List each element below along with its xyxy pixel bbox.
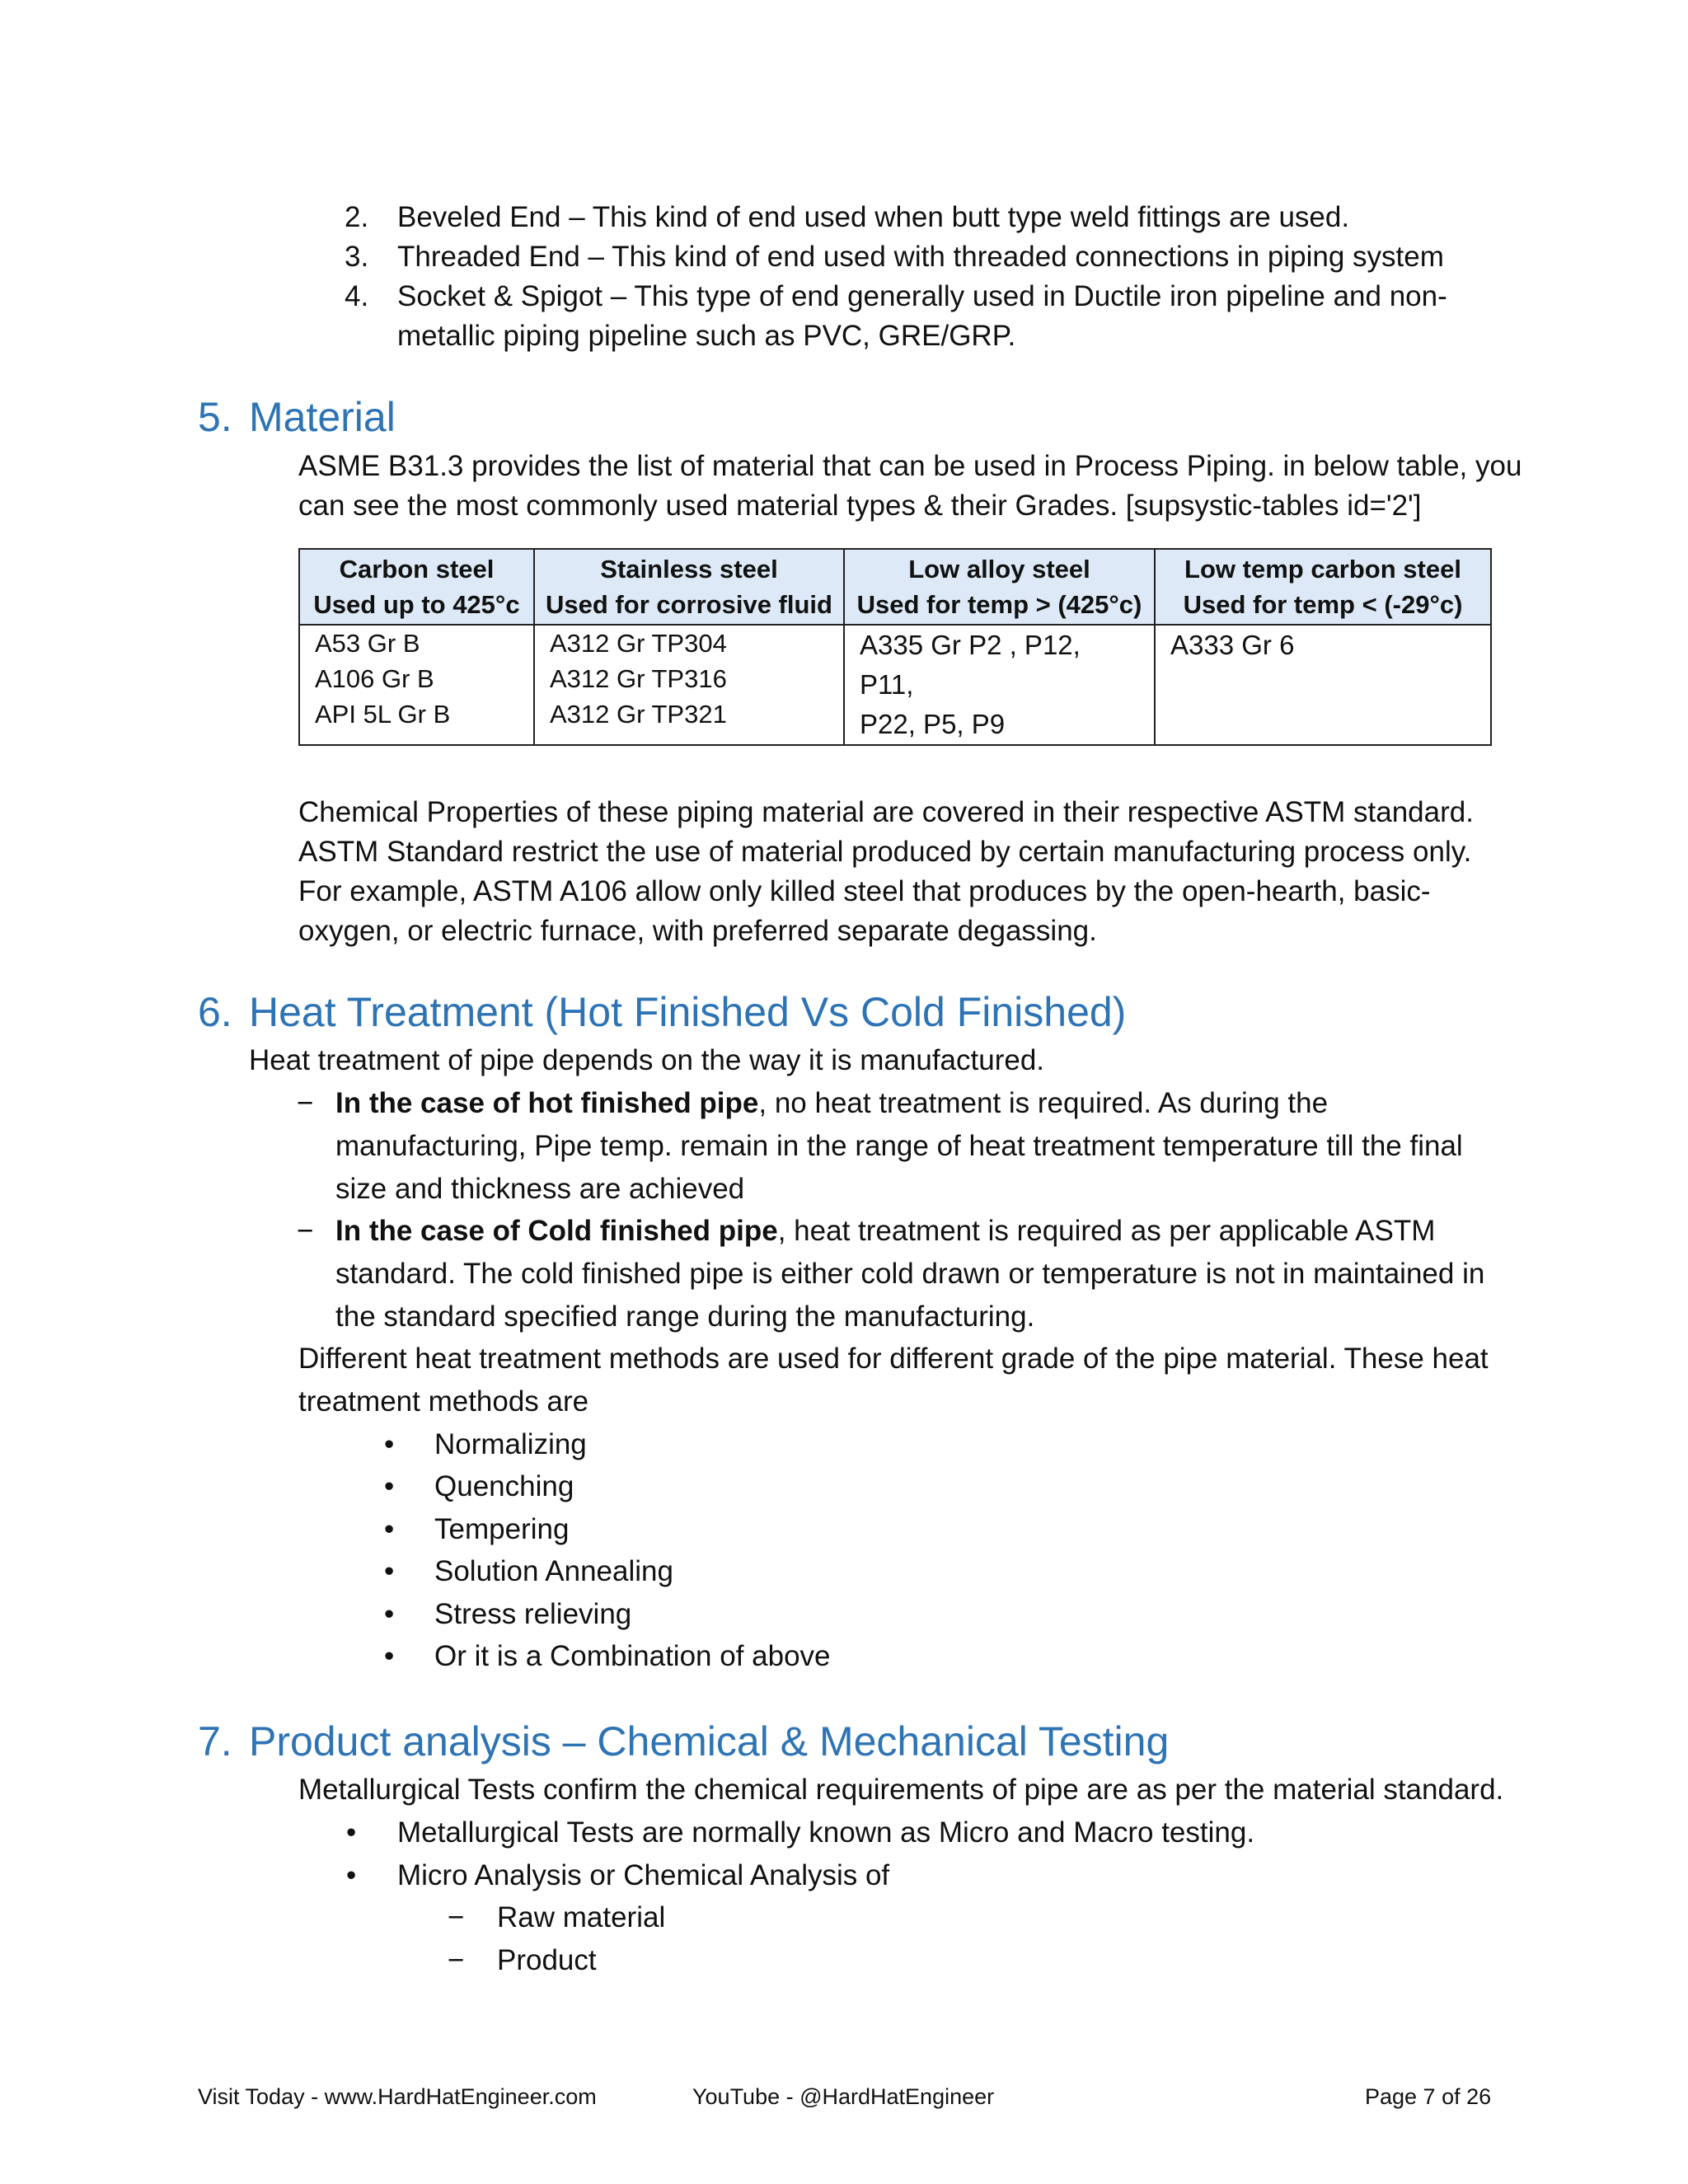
header-title: Stainless steel: [600, 555, 778, 583]
header-title: Low alloy steel: [908, 555, 1090, 583]
section-title: Heat Treatment (Hot Finished Vs Cold Finished): [249, 989, 1127, 1035]
header-subtitle: Used up to 425°c: [313, 590, 520, 619]
section-title: Product analysis – Chemical & Mechanical Testing: [249, 1718, 1170, 1765]
bold-term: In the case of Cold finished pipe: [335, 1215, 778, 1247]
section-number: 6.: [198, 989, 232, 1035]
item-text: , no heat treatment is required. As during the: [758, 1087, 1329, 1119]
grade-entry: P22, P5, P9: [860, 709, 1006, 739]
grade-entry: A106 Gr B: [315, 664, 434, 693]
item-continuation: the standard specified range during the manufacturing.: [335, 1301, 1035, 1333]
table-cell: [299, 625, 534, 745]
method-item: Or it is a Combination of above: [434, 1640, 831, 1672]
table-row: [299, 625, 1491, 745]
list-item: Beveled End – This kind of end used when butt type weld fittings are used.: [397, 201, 1350, 233]
header-subtitle: Used for corrosive fluid: [546, 590, 832, 619]
header-title: Carbon steel: [339, 555, 495, 583]
table-cell: [844, 625, 1155, 745]
paragraph-line: Chemical Properties of these piping material are covered in their respective ASTM standard.: [298, 796, 1474, 828]
paragraph-line: For example, ASTM A106 allow only killed steel that produces by the open-hearth, basic-: [298, 875, 1431, 907]
table-header-cell: [844, 549, 1155, 625]
method-item: Stress relieving: [434, 1598, 632, 1630]
list-item: Socket & Spigot – This type of end generally used in Ductile iron pipeline and non-: [397, 280, 1447, 312]
paragraph-line: oxygen, or electric furnace, with preferred separate degassing.: [298, 915, 1097, 947]
bold-term: In the case of hot finished pipe: [335, 1087, 759, 1119]
section-title: Material: [249, 394, 396, 440]
list-number: 2.: [345, 201, 369, 233]
grade-entry: A312 Gr TP304: [550, 629, 727, 658]
list-number: 4.: [345, 280, 369, 312]
method-item: Normalizing: [434, 1428, 587, 1460]
grade-entry: A333 Gr 6: [1170, 630, 1295, 660]
paragraph-line: treatment methods are: [298, 1385, 589, 1418]
list-number: 3.: [345, 241, 369, 273]
bullet-marker: •: [384, 1555, 395, 1587]
list-item: Threaded End – This kind of end used with threaded connections in piping system: [397, 241, 1444, 273]
header-subtitle: Used for temp < (-29°c): [1183, 590, 1463, 619]
table-cell: [534, 625, 844, 745]
bullet-item: Metallurgical Tests are normally known as Micro and Macro testing.: [397, 1816, 1255, 1849]
footer-page-number: Page 7 of 26: [1365, 2084, 1492, 2109]
material-table: [298, 548, 1492, 746]
method-item: Solution Annealing: [434, 1555, 673, 1587]
grade-entry: A53 Gr B: [315, 629, 420, 658]
bullet-marker: •: [384, 1428, 395, 1460]
bullet-marker: •: [384, 1513, 395, 1545]
paragraph-line: can see the most commonly used material types & their Grades. [supsystic-tables id='2']: [298, 490, 1422, 522]
paragraph-line: Different heat treatment methods are used for different grade of the pipe material. These heat: [298, 1343, 1489, 1375]
table-header-cell: [299, 549, 534, 625]
footer-youtube: YouTube - @HardHatEngineer: [692, 2084, 995, 2109]
method-item: Tempering: [434, 1513, 570, 1545]
bullet-marker: •: [346, 1816, 357, 1849]
item-continuation: size and thickness are achieved: [335, 1173, 745, 1205]
item-continuation: standard. The cold finished pipe is either cold drawn or temperature is not in maintained in: [335, 1258, 1485, 1290]
bullet-marker: •: [384, 1640, 395, 1672]
grade-entry: A312 Gr TP321: [550, 700, 727, 729]
header-subtitle: Used for temp > (425°c): [856, 590, 1142, 619]
table-header-cell: [1155, 549, 1491, 625]
list-item-continuation: metallic piping pipeline such as PVC, GRE/GRP.: [397, 320, 1016, 352]
grade-entry: A335 Gr P2 , P12, P11,: [860, 630, 1081, 700]
grade-entry: API 5L Gr B: [315, 700, 451, 729]
grade-entry: A312 Gr TP316: [550, 664, 727, 693]
paragraph-line: ASTM Standard restrict the use of material produced by certain manufacturing process only.: [298, 836, 1472, 868]
bullet-item: Micro Analysis or Chemical Analysis of: [397, 1859, 890, 1891]
method-item: Quenching: [434, 1470, 574, 1502]
paragraph-line: Metallurgical Tests confirm the chemical requirements of pipe are as per the material standard.: [298, 1774, 1504, 1806]
bullet-marker: •: [384, 1470, 395, 1502]
dash-marker: −: [448, 1944, 465, 1976]
dash-marker: −: [448, 1901, 465, 1933]
item-text: , heat treatment is required as per applicable ASTM: [777, 1215, 1436, 1247]
dash-marker: −: [297, 1087, 314, 1119]
section-number: 7.: [198, 1718, 232, 1765]
footer-website: Visit Today - www.HardHatEngineer.com: [198, 2084, 597, 2109]
item-continuation: manufacturing, Pipe temp. remain in the range of heat treatment temperature till the final: [335, 1130, 1463, 1162]
table-header-row: [299, 549, 1491, 625]
table-header-cell: [534, 549, 844, 625]
sub-item: Raw material: [497, 1901, 666, 1933]
cold-finished-item: [335, 1212, 1435, 1251]
dash-marker: −: [297, 1215, 314, 1247]
bullet-marker: •: [346, 1859, 357, 1891]
hot-finished-item: [335, 1084, 1328, 1123]
sub-item: Product: [497, 1944, 597, 1976]
table-cell: [1155, 625, 1491, 745]
paragraph-line: Heat treatment of pipe depends on the way it is manufactured.: [249, 1044, 1045, 1076]
header-title: Low temp carbon steel: [1184, 555, 1461, 583]
section-number: 5.: [198, 394, 232, 440]
paragraph-line: ASME B31.3 provides the list of material that can be used in Process Piping. in below table, you: [298, 450, 1522, 482]
bullet-marker: •: [384, 1598, 395, 1630]
